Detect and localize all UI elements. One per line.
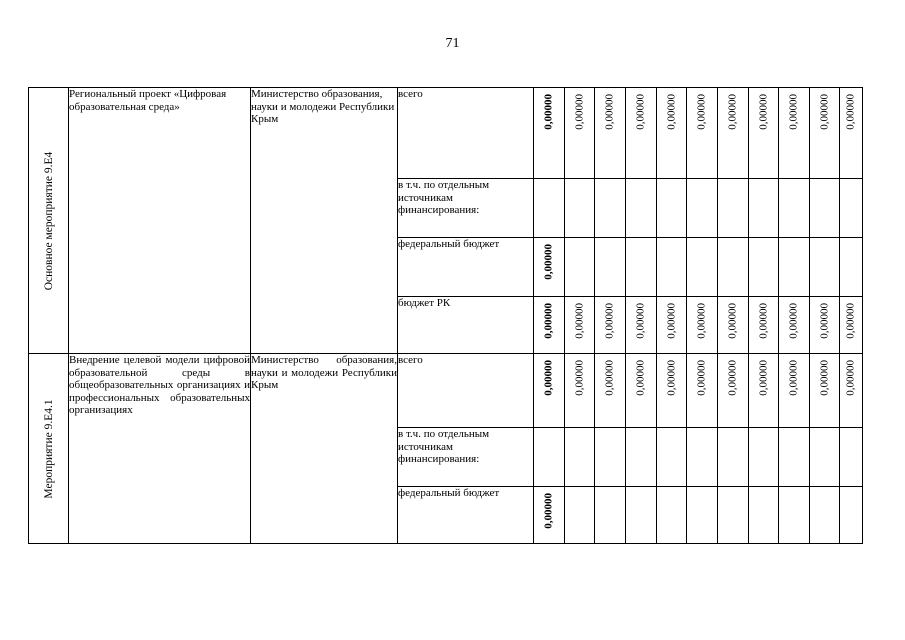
executor: Министерство образования, науки и молодежи Республики Крым xyxy=(251,88,398,354)
value: 0,00000 xyxy=(818,94,830,130)
value-cell xyxy=(534,487,565,544)
value: 0,00000 xyxy=(726,303,739,339)
value-cell xyxy=(534,88,565,179)
project-name: Внедрение целевой модели цифровой образовательной среды в общеобразовательных организациях и профессиональных образовательных организациях xyxy=(69,354,251,544)
value: 0,00000 xyxy=(634,94,647,130)
value: 0,00000 xyxy=(542,493,555,529)
value-cell xyxy=(718,297,749,354)
value-cell xyxy=(749,297,779,354)
value: 0,00000 xyxy=(573,303,585,339)
value-cell xyxy=(687,297,718,354)
value: 0,00000 xyxy=(542,360,555,396)
value: 0,00000 xyxy=(573,360,585,396)
value-cell xyxy=(779,354,810,428)
executor: Министерство образования, науки и молодежи Республики Крым xyxy=(251,354,398,544)
value-cell xyxy=(565,88,595,179)
value-cell xyxy=(779,88,810,179)
section-label-cell xyxy=(29,354,69,544)
section-label-cell xyxy=(29,88,69,354)
value: 0,00000 xyxy=(634,303,647,339)
value-cell xyxy=(749,88,779,179)
funding-type: в т.ч. по отдельным источникам финансирования: xyxy=(398,179,534,238)
project-name: Региональный проект «Цифровая образовательная среда» xyxy=(69,88,251,354)
funding-type: в т.ч. по отдельным источникам финансирования: xyxy=(398,428,534,487)
value: 0,00000 xyxy=(695,94,708,130)
value-cell xyxy=(840,297,863,354)
page-number: 71 xyxy=(445,36,460,51)
value-cell xyxy=(840,88,863,179)
value: 0,00000 xyxy=(787,303,800,339)
value: 0,00000 xyxy=(844,360,857,396)
funding-type: всего xyxy=(398,354,534,428)
value-cell xyxy=(534,354,565,428)
value: 0,00000 xyxy=(695,360,708,396)
funding-type: федеральный бюджет xyxy=(398,238,534,297)
table-row xyxy=(29,88,863,179)
value-cell xyxy=(626,297,657,354)
value-cell xyxy=(810,297,840,354)
value: 0,00000 xyxy=(787,94,800,130)
funding-type: всего xyxy=(398,88,534,179)
section-label: Основное мероприятие 9.Е4 xyxy=(42,151,55,290)
value: 0,00000 xyxy=(818,303,830,339)
value-cell xyxy=(718,88,749,179)
value: 0,00000 xyxy=(603,360,616,396)
value-cell xyxy=(810,354,840,428)
value-cell xyxy=(595,88,626,179)
value-cell xyxy=(840,354,863,428)
value: 0,00000 xyxy=(818,360,830,396)
section-label: Мероприятие 9.Е4.1 xyxy=(42,398,55,499)
value-cell xyxy=(810,88,840,179)
value: 0,00000 xyxy=(665,94,677,130)
value-cell xyxy=(687,88,718,179)
value: 0,00000 xyxy=(665,303,677,339)
value-cell xyxy=(749,354,779,428)
budget-table xyxy=(28,87,863,544)
value: 0,00000 xyxy=(573,94,585,130)
value-cell xyxy=(565,354,595,428)
value: 0,00000 xyxy=(665,360,677,396)
value: 0,00000 xyxy=(844,94,857,130)
value-cell xyxy=(779,297,810,354)
value-cell xyxy=(657,297,687,354)
value: 0,00000 xyxy=(726,360,739,396)
value: 0,00000 xyxy=(542,94,555,130)
value-cell xyxy=(595,297,626,354)
value-cell xyxy=(626,88,657,179)
value: 0,00000 xyxy=(695,303,708,339)
value-cell xyxy=(534,297,565,354)
value: 0,00000 xyxy=(634,360,647,396)
value-cell xyxy=(657,88,687,179)
value: 0,00000 xyxy=(757,94,769,130)
value: 0,00000 xyxy=(844,303,857,339)
value: 0,00000 xyxy=(757,303,769,339)
value-cell xyxy=(657,354,687,428)
value-cell xyxy=(626,354,657,428)
value: 0,00000 xyxy=(757,360,769,396)
value-cell xyxy=(565,297,595,354)
value: 0,00000 xyxy=(726,94,739,130)
value-cell xyxy=(718,354,749,428)
funding-type: бюджет РК xyxy=(398,297,534,354)
table-row xyxy=(29,354,863,428)
value: 0,00000 xyxy=(787,360,800,396)
value: 0,00000 xyxy=(542,244,555,280)
value: 0,00000 xyxy=(542,303,555,339)
value-cell xyxy=(595,354,626,428)
value: 0,00000 xyxy=(603,303,616,339)
funding-type: федеральный бюджет xyxy=(398,487,534,544)
value: 0,00000 xyxy=(603,94,616,130)
value-cell xyxy=(687,354,718,428)
value-cell xyxy=(534,238,565,297)
